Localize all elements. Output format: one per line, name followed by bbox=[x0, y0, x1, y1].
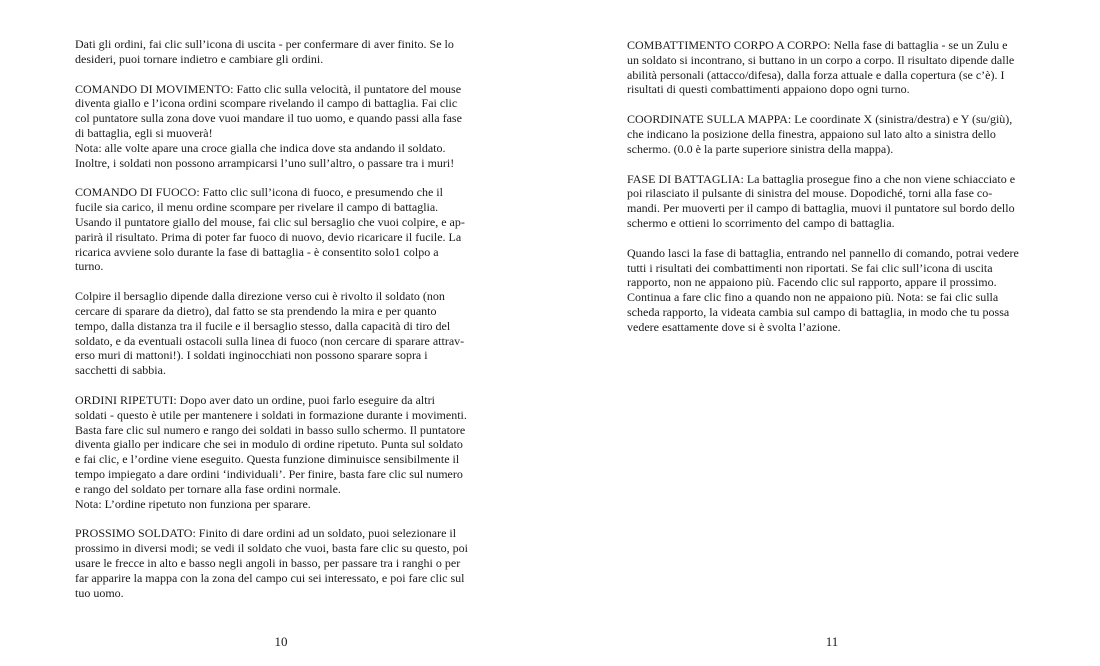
page-number-right: 11 bbox=[825, 634, 839, 649]
text-line: tutti i risultati dei combattimenti non riportati. Se fai clic sull’icona di uscita bbox=[627, 260, 993, 275]
text-line: Usando il puntatore giallo del mouse, fai clic sul bersaglio che vuoi colpire, e ap- bbox=[75, 214, 465, 229]
text-line: FASE DI BATTAGLIA: La battaglia prosegue fino a che non viene schiacciato e bbox=[627, 171, 1016, 186]
text-line: schermo. (0.0 è la parte superiore sinistra della mappa). bbox=[627, 141, 894, 156]
right-page-text bbox=[627, 38, 1025, 350]
text-line: soldato, e da eventuali ostacoli sulla linea di fuoco (non cercare di sparare attrav- bbox=[75, 333, 465, 348]
text-line: Continua a fare clic fino a quando non ne appaiono più. Nota: se fai clic sulla bbox=[627, 290, 999, 305]
paragraph bbox=[75, 37, 477, 67]
text-line: schermo e ottieni lo scorrimento del campo di battaglia. bbox=[627, 215, 895, 230]
text-line: abilità personali (attacco/difesa), dalla forza attuale e dalla copertura (se c’è). I bbox=[627, 67, 1005, 82]
text-line: risultati di questi combattimenti appaiono dopo ogni turno. bbox=[627, 82, 910, 97]
text-line: mandi. Per muoverti per il campo di battaglia, muovi il puntatore sul bordo dello bbox=[627, 201, 1015, 216]
text-line: parirà il risultato. Prima di poter far fuoco di nuovo, devio ricaricare il fucile. La bbox=[75, 229, 462, 244]
text-line: Inoltre, i soldati non possono arrampicarsi l’uno sull’altro, o passare tra i muri! bbox=[75, 155, 455, 170]
paragraph bbox=[627, 38, 1025, 97]
text-line: COORDINATE SULLA MAPPA: Le coordinate X (sinistra/destra) e Y (su/giù), bbox=[627, 112, 1013, 127]
text-line: scheda rapporto, la videata cambia sul campo di battaglia, in modo che tu possa bbox=[627, 304, 1010, 319]
text-line: tempo impiegato a dare ordini ‘individuali’. Per finire, basta fare clic sul numero bbox=[75, 466, 463, 481]
text-line: diventa giallo e l’icona ordini scompare rivelando il campo di battaglia. Fai clic bbox=[75, 96, 458, 111]
text-line: col puntatore sulla zona dove vuoi mandare il tuo uomo, e quando passi alla fase bbox=[75, 111, 462, 126]
text-line: tuo uomo. bbox=[75, 585, 124, 600]
paragraph bbox=[75, 393, 477, 511]
text-line: Nota: L’ordine ripetuto non funziona per sparare. bbox=[75, 496, 311, 511]
text-line: Nota: alle volte apare una croce gialla che indica dove sta andando il soldato. bbox=[75, 140, 446, 155]
text-line: ricarica avviene solo durante la fase di battaglia - è consentito solo1 colpo a bbox=[75, 244, 439, 259]
paragraph bbox=[75, 185, 477, 274]
text-line: far apparire la mappa con la zona del campo cui sei interessato, e poi fare clic sul bbox=[75, 570, 465, 585]
text-line: fucile sia carico, il menu ordine scompare per rivelare il campo di battaglia. bbox=[75, 200, 439, 215]
text-line: COMANDO DI FUOCO: Fatto clic sull’icona di fuoco, e presumendo che il bbox=[75, 185, 443, 200]
text-line: turno. bbox=[75, 259, 104, 274]
paragraph bbox=[75, 289, 477, 378]
text-line: Quando lasci la fase di battaglia, entrando nel pannello di comando, potrai vedere bbox=[627, 245, 1019, 260]
text-line: sacchetti di sabbia. bbox=[75, 363, 166, 378]
text-line: prossimo in diversi modi; se vedi il soldato che vuoi, basta fare clic su questo, poi bbox=[75, 541, 468, 556]
text-line: ORDINI RIPETUTI: Dopo aver dato un ordine, puoi farlo eseguire da altri bbox=[75, 392, 435, 407]
text-line: e rango del soldato per tornare alla fase ordini normale. bbox=[75, 481, 341, 496]
left-page-text bbox=[75, 37, 477, 615]
text-line: poi rilasciato il pulsante di sinistra del mouse. Dopodiché, torni alla fase co- bbox=[627, 186, 993, 201]
paragraph bbox=[627, 172, 1025, 231]
paragraph bbox=[627, 112, 1025, 156]
text-line: di battaglia, egli si muoverà! bbox=[75, 125, 213, 140]
text-line: diventa giallo per indicare che sei in modulo di ordine ripetuto. Punta sul soldato bbox=[75, 437, 463, 452]
right-page bbox=[550, 0, 1100, 666]
text-line: rapporto, non ne appaiono più. Facendo clic sul rapporto, appare il prossimo. bbox=[627, 275, 997, 290]
text-line: cercare di sparare da dietro), dal fatto se sta prendendo la mira e per quanto bbox=[75, 303, 437, 318]
text-line: un soldato si incontrano, si buttano in un corpo a corpo. Il risultato dipende dalle bbox=[627, 52, 1015, 67]
text-line: Basta fare clic sul numero e rango dei soldati in basso sullo schermo. Il puntatore bbox=[75, 422, 466, 437]
page-number-left: 10 bbox=[274, 634, 288, 649]
paragraph bbox=[75, 526, 477, 600]
paragraph bbox=[75, 82, 477, 171]
text-line: erso muri di mattoni!). I soldati inginocchiati non possono sparare sopra i bbox=[75, 348, 428, 363]
text-line: COMANDO DI MOVIMENTO: Fatto clic sulla velocità, il puntatore del mouse bbox=[75, 81, 462, 96]
text-line: PROSSIMO SOLDATO: Finito di dare ordini ad un soldato, puoi selezionare il bbox=[75, 526, 457, 541]
text-line: vedere esattamente dove si è svolta l’azione. bbox=[627, 319, 841, 334]
text-line: COMBATTIMENTO CORPO A CORPO: Nella fase di battaglia - se un Zulu e bbox=[627, 38, 1008, 52]
text-line: Dati gli ordini, fai clic sull’icona di uscita - per confermare di aver finito. Se lo bbox=[75, 37, 454, 51]
paragraph bbox=[627, 246, 1025, 335]
text-line: Colpire il bersaglio dipende dalla direzione verso cui è rivolto il soldato (non bbox=[75, 289, 445, 304]
text-line: e fai clic, e l’ordine viene eseguito. Questa funzione diminuisce sensibilmente il bbox=[75, 452, 460, 467]
text-line: che indicano la posizione della finestra, appaiono sul lato alto a sinistra dello bbox=[627, 126, 996, 141]
text-line: tempo, dalla distanza tra il fucile e il bersaglio stesso, dalla capacità di tiro del bbox=[75, 318, 451, 333]
text-line: desideri, puoi tornare indietro e cambiare gli ordini. bbox=[75, 51, 324, 66]
text-line: soldati - questo è utile per mantenere i soldati in formazione durante i movimenti. bbox=[75, 407, 467, 422]
text-line: usare le frecce in alto e basso negli angoli in basso, per passare tra i ranghi o per bbox=[75, 555, 461, 570]
